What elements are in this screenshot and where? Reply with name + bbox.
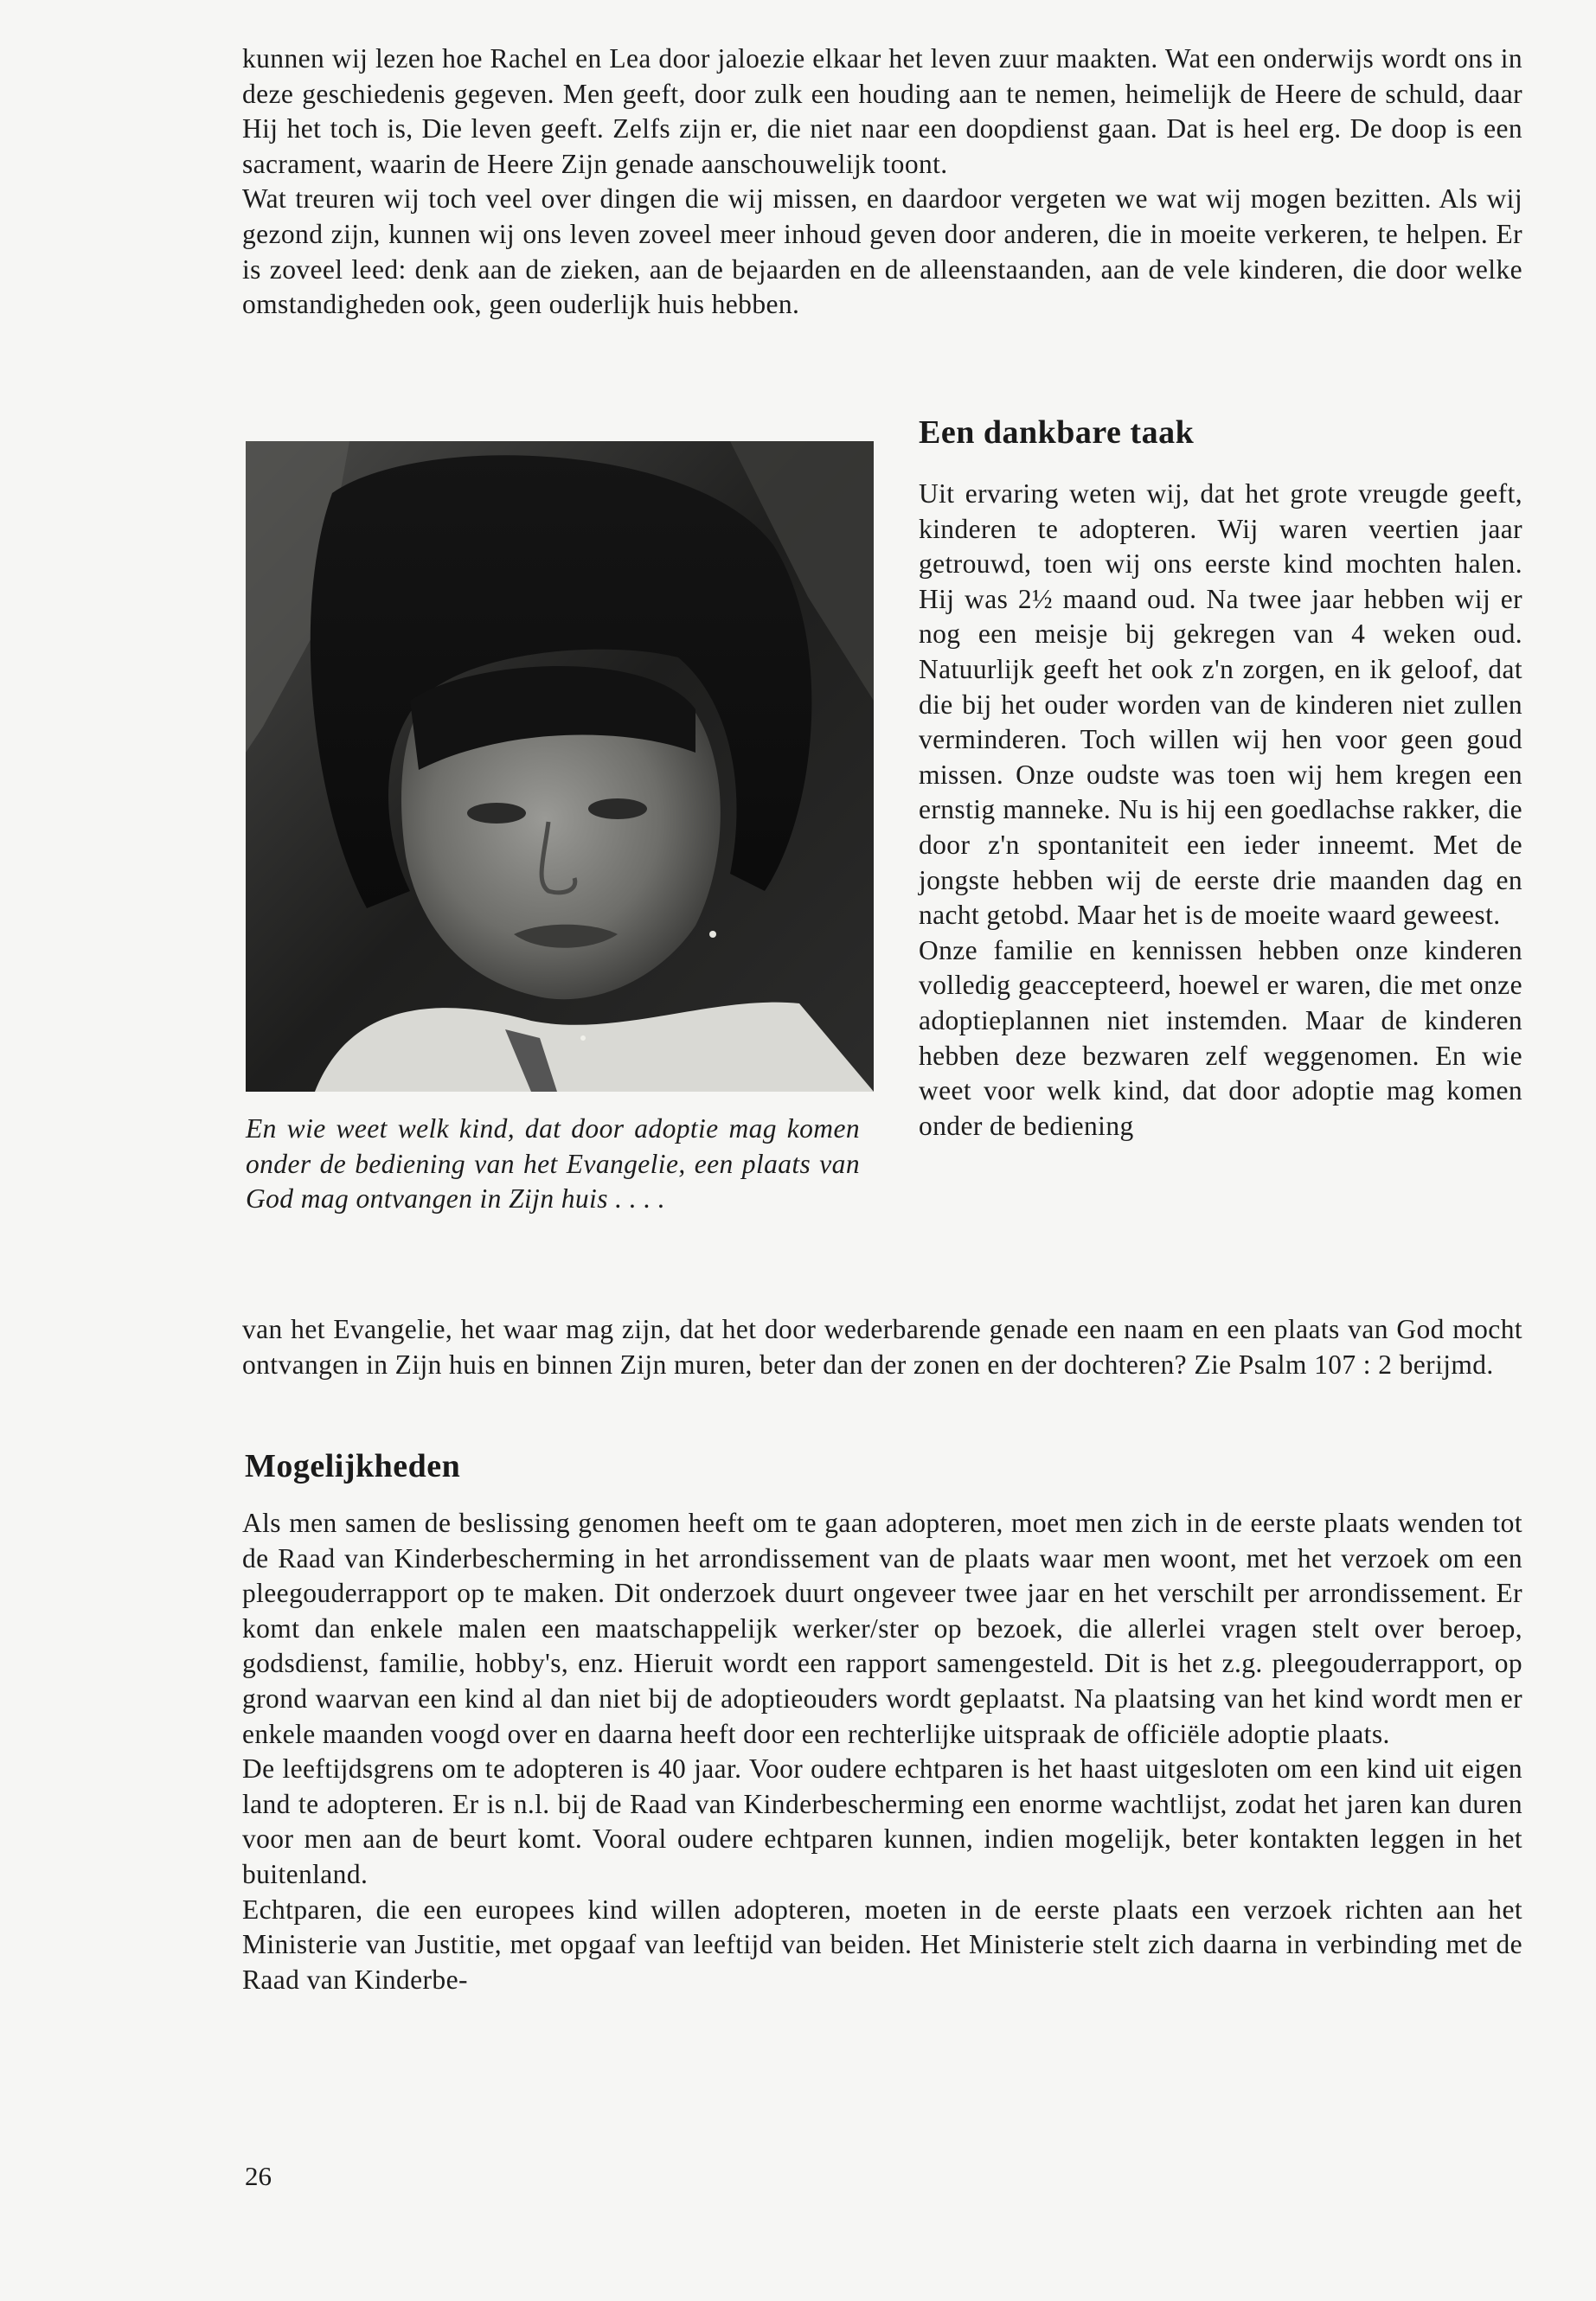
column-paragraph-1: Uit ervaring weten wij, dat het grote vreugde geeft, kinderen te adopteren. Wij waren veertien jaar getrouwd, toen wij ons eerste kind mochten halen. Hij was 2½ maand oud. Na twee jaar hebben wij er nog een meisje bij gekregen van 4 weken oud. Natuurlijk geeft het ook z'n zorgen, en ik geloof, dat die bij het ouder worden van de kinderen niet zullen verminderen. Toch willen wij hen voor geen goud missen. Onze oudste was toen wij hem kregen een ernstig manneke. Nu is hij een goedlachse rakker, die door z'n spontaniteit een ieder inneemt. Met de jongste hebben wij de eerste drie maanden dag en nacht getobd. Maar het is de moeite waard geweest. xyxy=(919,478,1522,931)
section2-paragraph-3: Echtparen, die een europees kind willen adopteren, moeten in de eerste plaats een verzoek richten aan het Ministerie van Justitie, met opgaaf van leeftijd van beiden. Het Ministerie stelt zich daarna in verbinding met de Raad van Kinderbe- xyxy=(242,1894,1522,1995)
intro-text xyxy=(242,42,1522,323)
photo-caption: En wie weet welk kind, dat door adoptie mag komen onder de bediening van het Evangelie, een plaats van God mag ontvangen in Zijn huis . . . . xyxy=(246,1113,860,1215)
section-heading-dankbare-taak: Een dankbare taak xyxy=(919,414,1195,451)
child-portrait-photo xyxy=(246,441,874,1092)
page-number: 26 xyxy=(245,2161,272,2191)
section-heading-mogelijkheden: Mogelijkheden xyxy=(245,1448,461,1484)
section2-paragraph-2: De leeftijdsgrens om te adopteren is 40 jaar. Voor oudere echtparen is het haast uitgesloten om een kind uit eigen land te adopteren. Er is n.l. bij de Raad van Kinderbescherming een enorme wachtlijst, zodat het jaren kan duren voor men aan de beurt komt. Vooral oudere echtparen kunnen, indien mogelijk, beter kontakten leggen in het buitenland. xyxy=(242,1753,1522,1889)
continuation-text xyxy=(242,1312,1522,1382)
intro-paragraph-1: kunnen wij lezen hoe Rachel en Lea door jaloezie elkaar het leven zuur maakten. Wat een onderwijs wordt ons in deze geschiedenis gegeven. Men geeft, door zulk een houding aan te nemen, heimelijk de Heere de schuld, daar Hij het toch is, Die leven geeft. Zelfs zijn er, die niet naar een doopdienst gaan. Dat is heel erg. De doop is een sacrament, waarin de Heere Zijn genade aanschouwelijk toont. xyxy=(242,43,1522,179)
section2-paragraph-1: Als men samen de beslissing genomen heeft om te gaan adopteren, moet men zich in de eerste plaats wenden tot de Raad van Kinderbescherming in het arrondissement van de plaats waar men woont, met het verzoek om een pleegouderrapport op te maken. Dit onderzoek duurt ongeveer twee jaar en het verschilt per arrondissement. Er komt dan enkele malen een maatschappelijk werker/ster op bezoek, die allerlei vragen stelt over beroep, godsdienst, familie, hobby's, enz. Hieruit wordt een rapport samengesteld. Dit is het z.g. pleegouderrapport, op grond waarvan een kind al dan niet bij de adoptieouders wordt geplaatst. Na plaatsing van het kind wordt men er enkele maanden voogd over en daarna heeft door een rechterlijke uitspraak de officiële adoptie plaats. xyxy=(242,1508,1522,1749)
column-paragraph-2: Onze familie en kennissen hebben onze kinderen volledig geaccepteerd, hoewel er waren, die met onze adoptieplannen niet instemden. Maar de kinderen hebben deze bezwaren zelf weggenomen. En wie weet voor welk kind, dat door adoptie mag komen onder de bediening xyxy=(919,934,1522,1141)
intro-paragraph-2: Wat treuren wij toch veel over dingen die wij missen, en daardoor vergeten we wat wij mogen bezitten. Als wij gezond zijn, kunnen wij ons leven zoveel meer inhoud geven door anderen, die in moeite verkeren, te helpen. Er is zoveel leed: denk aan de zieken, aan de bejaarden en de alleenstaanden, aan de vele kinderen, die door welke omstandigheden ook, geen ouderlijk huis hebben. xyxy=(242,183,1522,320)
continuation-paragraph: van het Evangelie, het waar mag zijn, dat het door wederbarende genade een naam en een plaats van God mocht ontvangen in Zijn huis en binnen Zijn muren, beter dan der zonen en der dochteren? Zie Psalm 107 : 2 berijmd. xyxy=(242,1314,1522,1380)
section-dankbare-taak xyxy=(919,413,1522,1144)
section-mogelijkheden xyxy=(242,1506,1522,1997)
